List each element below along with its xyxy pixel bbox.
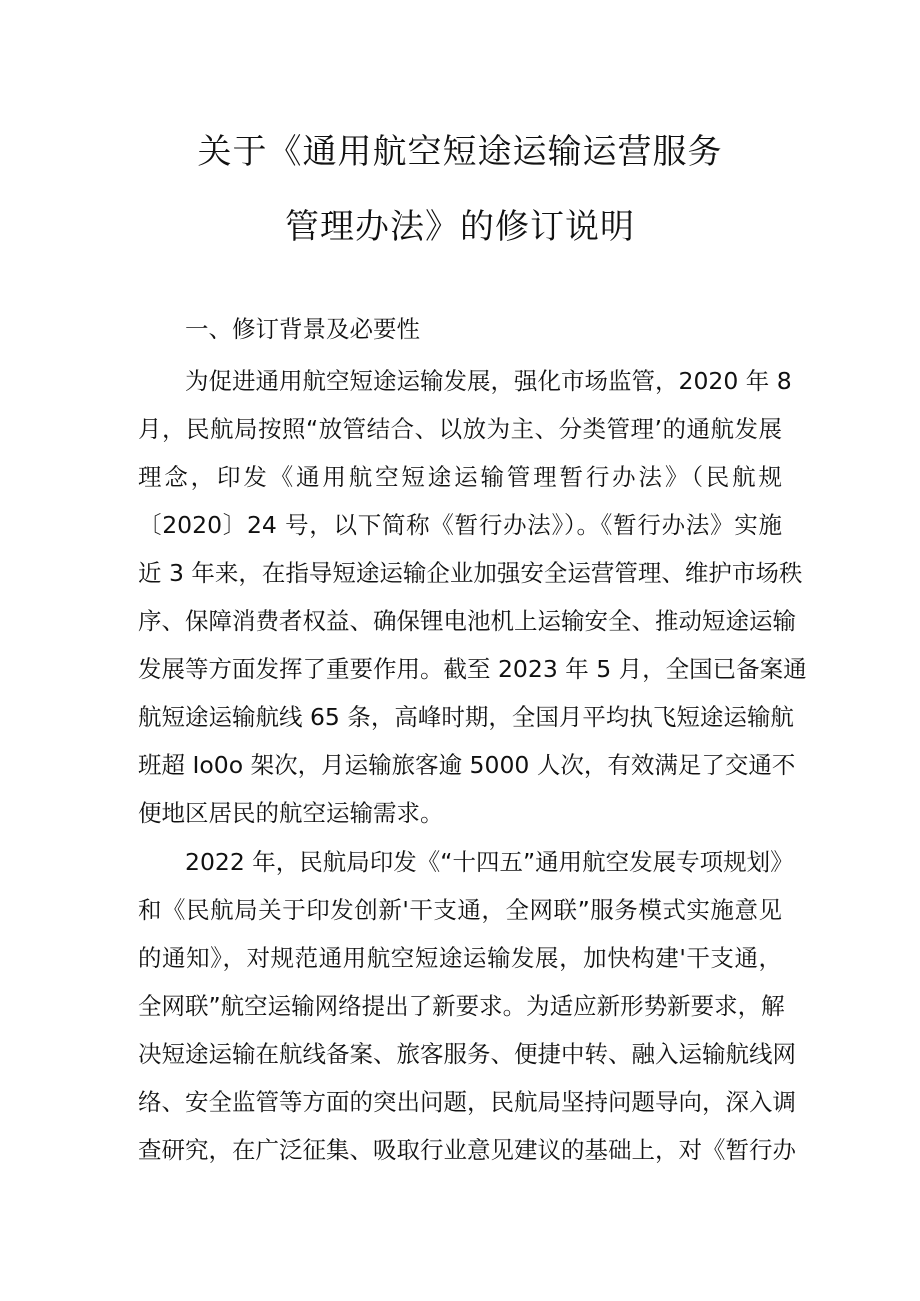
paragraph-2-line: 2022 年，民航局印发《“十四五”通用航空发展专项规划》 — [185, 848, 794, 876]
paragraph-1-line: 班超 Io0o 架次，月运输旅客逾 5000 人次，有效满足了交通不 — [138, 751, 796, 779]
paragraph-2-line: 决短途运输在航线备案、旅客服务、便捷中转、融入运输航线网 — [138, 1040, 796, 1068]
paragraph-2-line: 查研究，在广泛征集、吸取行业意见建议的基础上，对《暂行办 — [138, 1136, 796, 1164]
paragraph-2-line: 全网联”航空运输网络提出了新要求。为适应新形势新要求，解 — [138, 992, 785, 1020]
paragraph-1-line: 近 3 年来，在指导短途运输企业加强安全运营管理、维护市场秩 — [138, 559, 803, 587]
paragraph-1-line: 为促进通用航空短途运输发展，强化市场监管，2020 年 8 — [185, 367, 792, 395]
paragraph-1-line: 理念，印发《通用航空短途运输管理暂行办法》（民航规 — [138, 463, 782, 491]
document-title-line-1: 关于《通用航空短途运输运营服务 — [197, 132, 723, 172]
paragraph-1-line: 〔2020〕24 号，以下简称《暂行办法》）。《暂行办法》实施 — [138, 511, 782, 539]
section-heading: 一、修订背景及必要性 — [185, 315, 420, 343]
paragraph-2-line: 络、安全监管等方面的突出问题，民航局坚持问题导向，深入调 — [138, 1088, 796, 1116]
paragraph-2-line: 的通知》，对规范通用航空短途运输发展，加快构建'干支通， — [138, 944, 782, 972]
document-title-line-2: 管理办法》的修订说明 — [285, 207, 635, 247]
paragraph-1-line: 序、保障消费者权益、确保锂电池机上运输安全、推动短途运输 — [138, 607, 796, 635]
paragraph-1-line: 发展等方面发挥了重要作用。截至 2023 年 5 月，全国已备案通 — [138, 655, 807, 683]
paragraph-1-line: 航短途运输航线 65 条，高峰时期，全国月平均执飞短途运输航 — [138, 703, 794, 731]
paragraph-2-line: 和《民航局关于印发创新'干支通，全网联”服务模式实施意见 — [138, 896, 782, 924]
paragraph-1-line: 月，民航局按照“放管结合、以放为主、分类管理’的通航发展 — [138, 415, 782, 443]
paragraph-1-line: 便地区居民的航空运输需求。 — [138, 799, 444, 827]
